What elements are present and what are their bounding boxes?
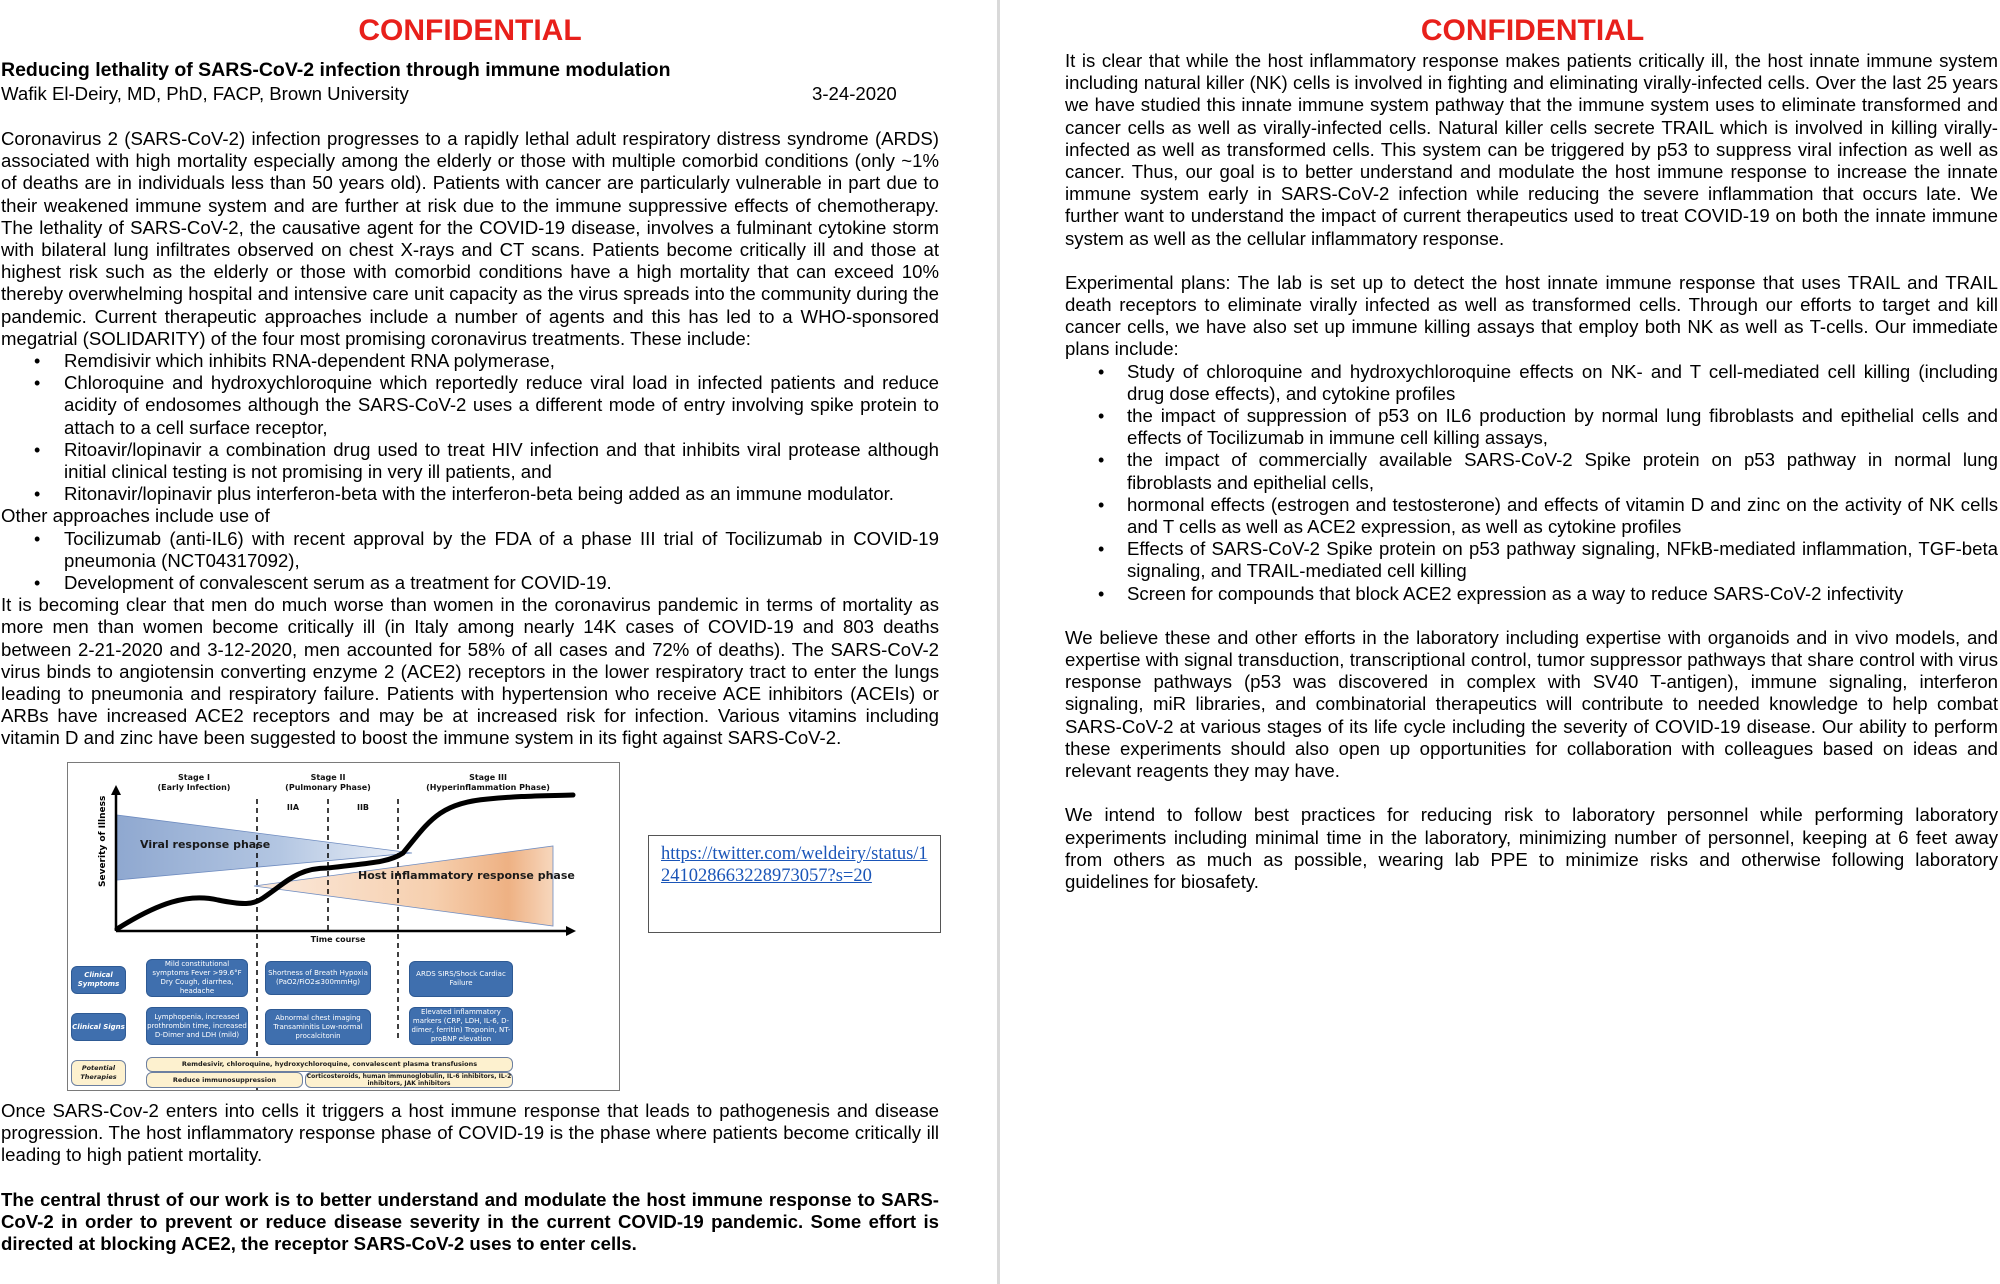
right-body <box>1065 50 1998 893</box>
signs-stage-3: Elevated inflammatory markers (CRP, LDH, IL-6, D-dimer, ferritin) Troponin, NT-proBNP elevation <box>409 1007 513 1045</box>
byline <box>1 83 901 105</box>
symptoms-stage-3: ARDS SIRS/Shock Cardiac Failure <box>409 961 513 997</box>
therapy-early: Reduce immunosuppression <box>146 1072 303 1088</box>
signs-stage-2: Abnormal chest imaging Transaminitis Low-normal procalcitonin <box>265 1009 371 1045</box>
list-item: • the impact of suppression of p53 on IL6 production by normal lung fibroblasts and epithelial cells and effects of Tocilizumab in immune cell killing assays, <box>1065 405 1998 449</box>
left-page <box>0 0 997 1284</box>
signs-stage-1: Lymphopenia, increased prothrombin time, increased D-Dimer and LDH (mild) <box>146 1007 248 1045</box>
twitter-link[interactable]: https://twitter.com/weldeiry/status/1241028663228973057?s=20 <box>661 844 928 886</box>
stage-2-label: Stage II (Pulmonary Phase) <box>285 773 371 792</box>
symptoms-stage-1: Mild constitutional symptoms Fever >99.6°F Dry Cough, diarrhea, headache <box>146 959 248 997</box>
viral-phase-label: Viral response phase <box>140 838 271 851</box>
document-title: Reducing lethality of SARS-CoV-2 infection through immune modulation <box>1 59 671 81</box>
list-item: • Screen for compounds that block ACE2 expression as a way to reduce SARS-CoV-2 infectivity <box>1065 583 1998 605</box>
host-phase-label: Host inflammatory response phase <box>358 869 575 882</box>
list-item: • the impact of commercially available SARS-CoV-2 Spike protein on p53 pathway in normal lung fibroblasts and epithelial cells, <box>1065 449 1998 493</box>
stage-3-label: Stage III (Hyperinflammation Phase) <box>426 773 550 792</box>
left-body-bottom <box>1 1100 939 1255</box>
entry-paragraph: Once SARS-Cov-2 enters into cells it triggers a host immune response that leads to pathogenesis and disease progression. The host inflammatory response phase of COVID-19 is the phase where patients become critically ill leading to high patient mortality. <box>1 1100 939 1166</box>
left-body-top <box>1 128 939 750</box>
link-box <box>648 835 941 933</box>
list-item: • Tocilizumab (anti-IL6) with recent approval by the FDA of a phase III trial of Tocilizumab in COVID-19 pneumonia (NCT04317092), <box>1 528 939 572</box>
stage-1-label: Stage I (Early Infection) <box>157 773 231 792</box>
experimental-plans-paragraph: Experimental plans: The lab is set up to detect the host innate immune response that uses TRAIL and TRAIL death receptors to eliminate virally infected as well as transformed cells. Through our efforts to target and kill cancer cells, we have also set up immune killing assays that employ both NK as well as T-cells. Our immediate plans include: <box>1065 271 1998 360</box>
stage-2b-label: IIB <box>356 803 370 812</box>
list-item: • Development of convalescent serum as a treatment for COVID-19. <box>1 572 939 594</box>
treatments-list <box>1 350 939 505</box>
stage-2a-label: IIA <box>286 803 300 812</box>
intro-paragraph: Coronavirus 2 (SARS-CoV-2) infection progresses to a rapidly lethal adult respiratory distress syndrome (ARDS) associated with high mortality especially among the elderly or those with multiple comorbid conditions (only ~1% of deaths are in individuals less than 50 years old). Patients with cancer are particularly vulnerable in part due to their weakened immune system and are further at risk due to the immune suppressive effects of chemotherapy. The lethality of SARS-CoV-2, the causative agent for the COVID-19 disease, involves a fulminant cytokine storm with bilateral lung infiltrates observed on chest X-rays and CT scans. Patients become critically ill and those at highest risk such as the elderly or those with comorbid conditions have a high mortality that can exceed 10% thereby overwhelming hospital and intensive care unit capacity as the virus spreads into the community during the pandemic. Current therapeutic approaches include a number of agents and this has led to a WHO-sponsored megatrial (SOLIDARITY) of the four most promising coronavirus treatments. These include: <box>1 128 939 349</box>
therapy-all-stages: Remdesivir, chloroquine, hydroxychloroquine, convalescent plasma transfusions <box>146 1057 513 1072</box>
therapy-late: Corticosteroids, human immunoglobulin, IL-6 inhibitors, IL-2 inhibitors, JAK inhibitors <box>306 1073 512 1087</box>
list-item: • Effects of SARS-CoV-2 Spike protein on p53 pathway signaling, NFkB-mediated inflammation, TGF-beta signaling, and TRAIL-mediated cell killing <box>1065 538 1998 582</box>
list-item: • Remdisivir which inhibits RNA-dependent RNA polymerase, <box>1 350 939 372</box>
list-item: • Chloroquine and hydroxychloroquine which reportedly reduce viral load in infected patients and reduce acidity of endosomes although the SARS-CoV-2 uses a different mode of entry involving spike protein to attach to a cell surface receptor, <box>1 372 939 439</box>
clinical-symptoms-label: Clinical Symptoms <box>71 966 126 994</box>
belief-paragraph: We believe these and other efforts in the laboratory including expertise with organoids and in vivo models, and expertise with signal transduction, transcriptional control, tumor suppressor pathways that share control with virus response pathways (p53 was discovered in complex with SV40 T-antigen), immune signaling, interferon signaling, miR libraries, and combinatorial therapeutics will contribute to needed knowledge to help combat SARS-CoV-2 at various stages of its life cycle including the severity of COVID-19 disease. Our ability to perform these experiments should also open up opportunities for collaboration with colleagues based on ideas and relevant reagents they may have. <box>1065 626 1998 782</box>
author: Wafik El-Deiry, MD, PhD, FACP, Brown University <box>1 83 409 104</box>
x-axis-label: Time course <box>310 935 366 944</box>
clinical-signs-label: Clinical Signs <box>71 1013 126 1041</box>
list-item: • Study of chloroquine and hydroxychloroquine effects on NK- and T cell-mediated cell killing (including drug dose effects), and cytokine profiles <box>1065 361 1998 405</box>
sex-difference-paragraph: It is becoming clear that men do much worse than women in the coronavirus pandemic in terms of mortality as more men than women become critically ill (in Italy among nearly 14K cases of COVID-19 and 803 deaths between 2-21-2020 and 3-12-2020, men accounted for 58% of all cases and 72% of deaths). The SARS-CoV-2 virus binds to angiotensin converting enzyme 2 (ACE2) receptors in the lower respiratory tract to enter the lungs leading to pneumonia and respiratory failure. Patients with hypertension who receive ACE inhibitors (ACEIs) or ARBs have increased ACE2 receptors and may be at increased risk for infection. Various vitamins including vitamin D and zinc have been suggested to boost the immune system in its fight against SARS-CoV-2. <box>1 594 939 749</box>
other-approaches-label: Other approaches include use of <box>1 505 270 527</box>
list-item: • Ritoavir/lopinavir a combination drug used to treat HIV infection and that inhibits viral protease although initial clinical testing is not promising in very ill patients, and <box>1 439 939 483</box>
potential-therapies-label: Potential Therapies <box>71 1060 126 1086</box>
list-item: • hormonal effects (estrogen and testosterone) and effects of vitamin D and zinc on the activity of NK cells and T cells as well as ACE2 expression, as well as cytokine profiles <box>1065 494 1998 538</box>
y-axis-label: Severity of Illness <box>98 795 108 887</box>
innate-immune-paragraph: It is clear that while the host inflammatory response makes patients critically ill, the host innate immune system including natural killer (NK) cells is involved in fighting and eliminating virally-infected cells. Over the last 25 years we have studied this innate immune system pathway that the immune system uses to eliminate transformed and cancer cells as well as virally-infected cells. Natural killer cells secrete TRAIL which is involved in killing virally-infected as well as transformed cells. This system can be triggered by p53 to suppress viral infection as well as cancer. Thus, our goal is to better understand and modulate the host immune response to increase the innate immune system early in SARS-CoV-2 infection while reducing the severe inflammation that occurs late. We further want to understand the impact of current therapeutics used to treat COVID-19 on both the innate immune system as well as the cellular inflammatory response. <box>1065 50 1998 249</box>
right-page <box>1000 0 2000 1284</box>
list-item: • Ritonavir/lopinavir plus interferon-beta with the interferon-beta being added as an immune modulator. <box>1 483 939 505</box>
safety-paragraph: We intend to follow best practices for reducing risk to laboratory personnel while performing laboratory experiments including minimal time in the laboratory, minimizing number of personnel, keeping at 6 feet away from others as much as possible, wearing lab PPE to minimize risks and otherwise following laboratory guidelines for biosafety. <box>1065 804 1998 892</box>
other-approaches-list <box>1 528 939 595</box>
document-date: 3-24-2020 <box>812 83 897 104</box>
central-thrust-paragraph: The central thrust of our work is to better understand and modulate the host immune response to SARS-CoV-2 in order to prevent or reduce disease severity in the current COVID-19 pandemic. Some effort is directed at blocking ACE2, the receptor SARS-CoV-2 uses to enter cells. <box>1 1188 939 1255</box>
confidential-header: CONFIDENTIAL <box>1420 14 1645 47</box>
confidential-header: CONFIDENTIAL <box>358 14 582 47</box>
plans-list <box>1065 361 1998 605</box>
symptoms-stage-2: Shortness of Breath Hypoxia (PaO2/FiO2≤300mmHg) <box>265 961 371 995</box>
covid-stages-figure <box>67 762 620 1091</box>
